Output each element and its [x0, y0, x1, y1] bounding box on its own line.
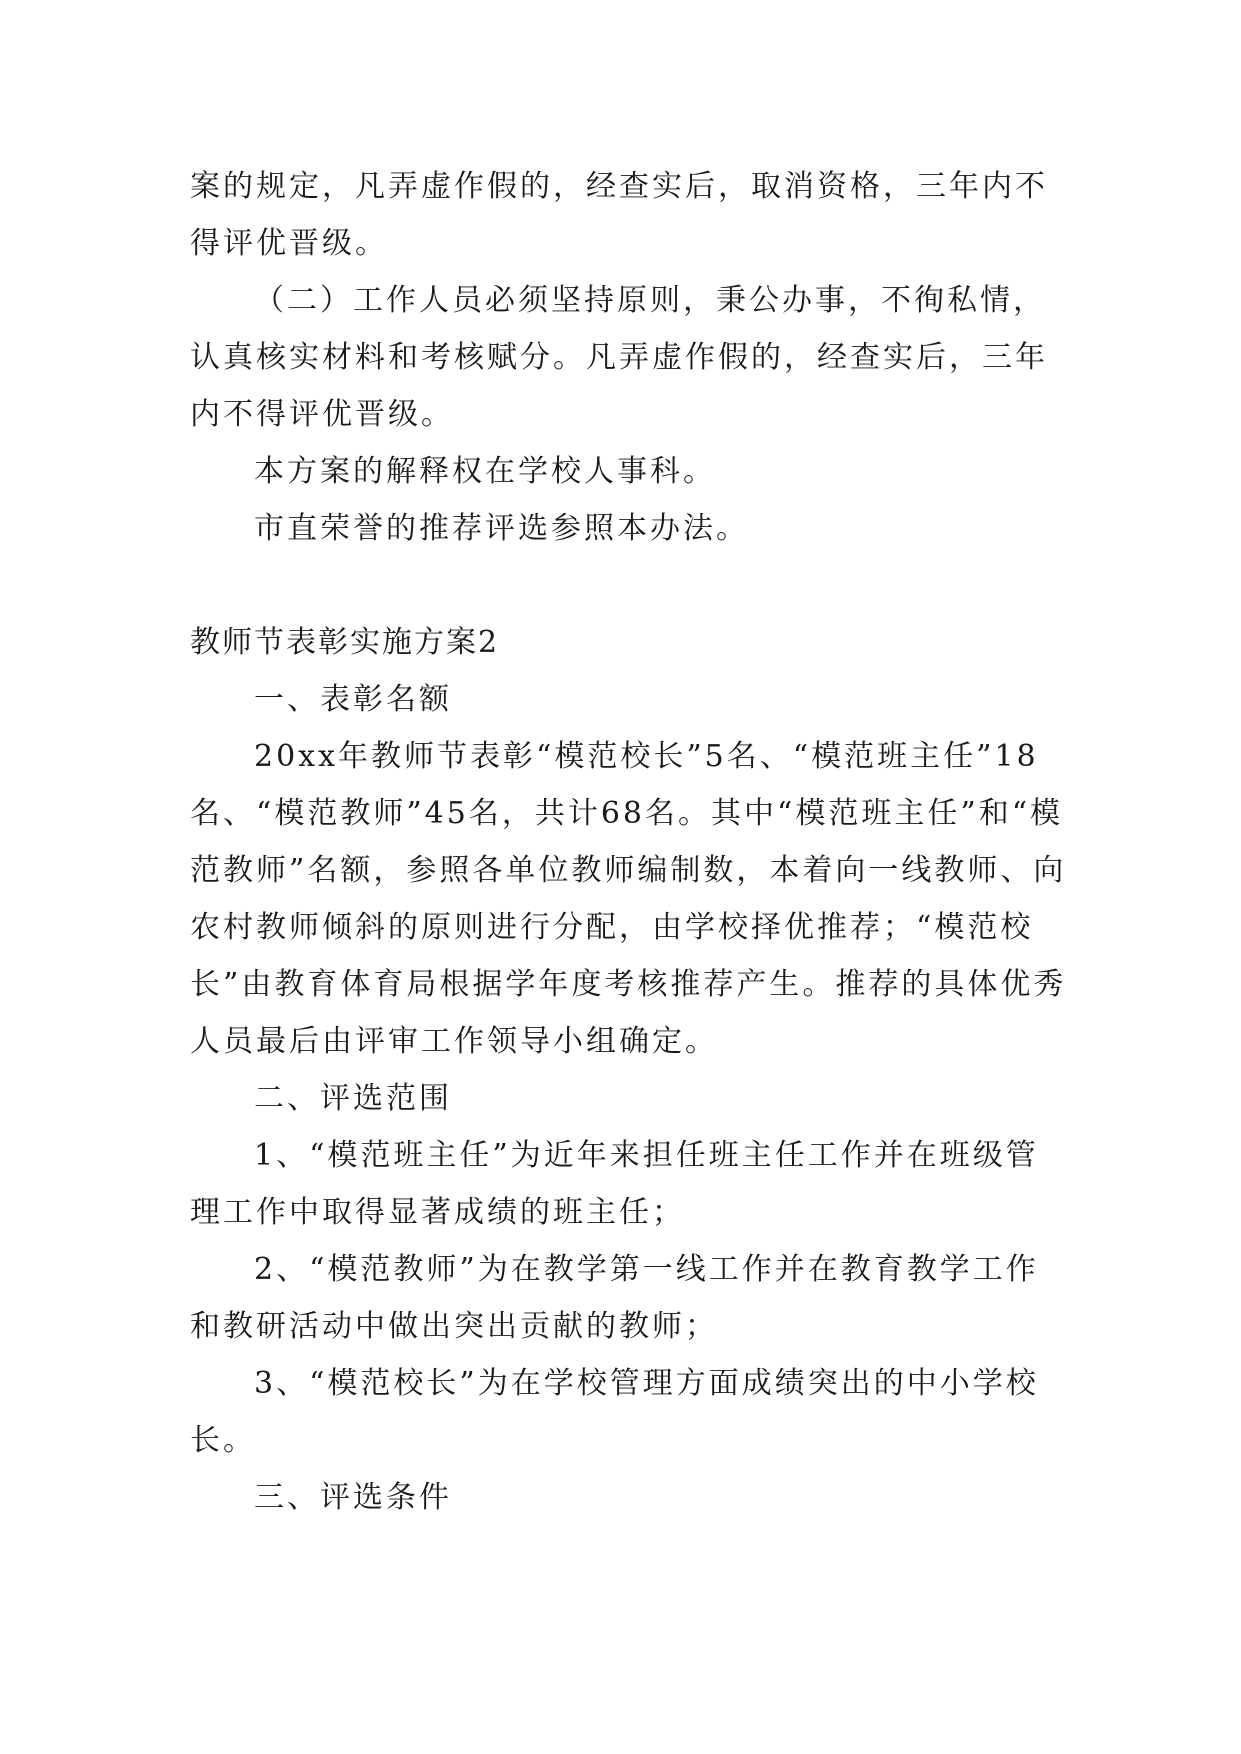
paragraph-municipal-honor: 市直荣誉的推荐评选参照本办法。: [254, 511, 749, 546]
paragraph-scope-item-3: 3、“模范校长”为在学校管理方面成绩突出的中小学校长。: [190, 1366, 1039, 1458]
heading-quota: 一、表彰名额: [254, 682, 452, 717]
paragraph-scope-item-1: 1、“模范班主任”为近年来担任班主任工作并在班级管理工作中取得显著成绩的班主任；: [190, 1138, 1039, 1230]
paragraph-staff-rules: （二）工作人员必须坚持原则，秉公办事，不徇私情，认真核实材料和考核赋分。凡弄虚作假的，经查实后，三年内不得评优晋级。: [190, 283, 1048, 432]
heading-scope: 二、评选范围: [254, 1081, 452, 1116]
paragraph-interpretation: 本方案的解释权在学校人事科。: [254, 454, 716, 489]
paragraph-continuation: 案的规定，凡弄虚作假的，经查实后，取消资格，三年内不得评优晋级。: [190, 169, 1048, 261]
paragraph-quota-details: 20xx年教师节表彰“模范校长”5名、“模范班主任”18名、“模范教师”45名，共计68名。其中“模范班主任”和“模范教师”名额，参照各单位教师编制数，本着向一线教师、向农村教师倾斜的原则进行分配，由学校择优推荐；“模范校长”由教育体育局根据学年度考核推荐产生。推荐的具体优秀人员最后由评审工作领导小组确定。: [190, 739, 1067, 1059]
heading-criteria: 三、评选条件: [254, 1480, 452, 1515]
section-title: 教师节表彰实施方案2: [190, 625, 500, 660]
paragraph-scope-item-2: 2、“模范教师”为在教学第一线工作并在教育教学工作和教研活动中做出突出贡献的教师；: [190, 1252, 1039, 1344]
